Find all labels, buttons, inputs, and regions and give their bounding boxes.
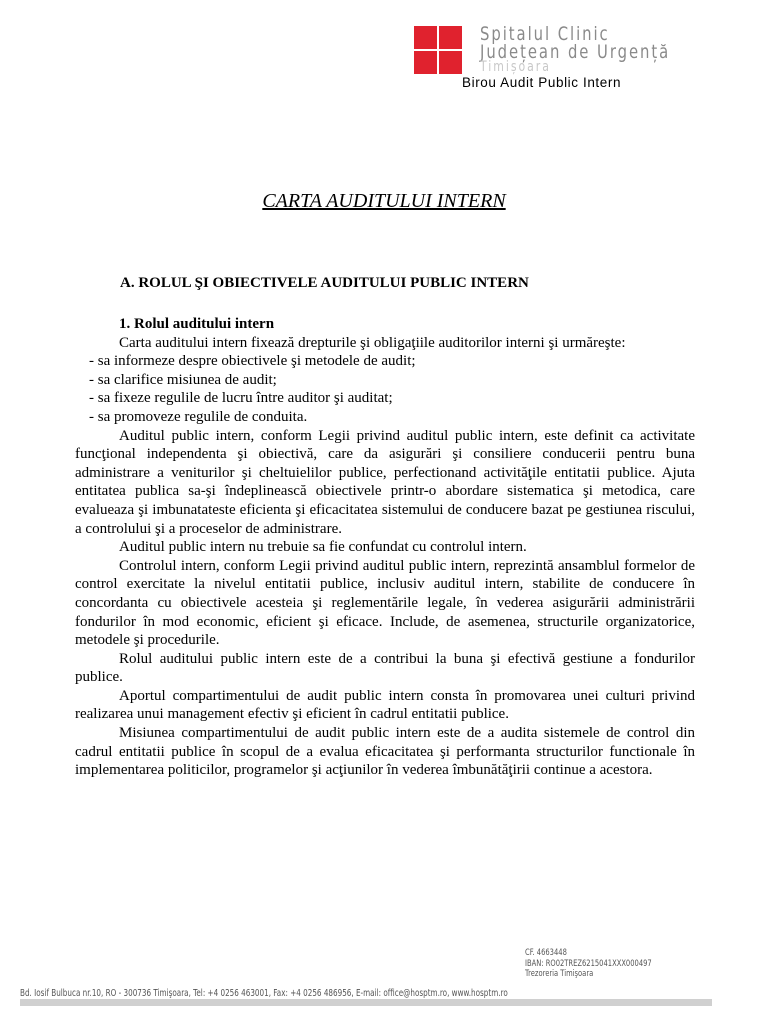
subheading: 1. Rolul auditului intern — [119, 316, 275, 332]
org-name-line-3: Timișoara — [480, 59, 551, 75]
list-item: - sa promoveze regulile de conduita. — [89, 408, 308, 425]
paragraph: Auditul public intern, conform Legii privind auditul public intern, este definit ca activitate funcţional independenta şi obiectivă, care da asigurări şi consiliere conducerii pentru buna administrare a veniturilor şi cheltuielilor publice, perfectionand activităţile entitatii publice. Ajuta entitatea publica sa-şi îndeplinească obiectivele printr-o abordare sistematica şi metodica, care evalueaza şi imbunatateste eficienta şi eficacitatea sistemului de conducere bazat pe gestiunea riscului, a controlului şi a proceselor de administrare. — [75, 427, 695, 537]
document-title: CARTA AUDITULUI INTERN — [262, 190, 506, 212]
footer-iban: IBAN: RO02TREZ6215041XXX000497 — [525, 958, 652, 969]
list-item: - sa clarifice misiunea de audit; — [89, 371, 277, 388]
paragraph: Controlul intern, conform Legii privind auditul public intern, reprezintă ansamblul formelor de control exercitate la nivelul entitatii publice, inclusiv auditul intern, stabilite de conducere în concordanta cu obiectivele acesteia şi reglementările legale, în vederea asigurării administrării fondurilor în mod economic, eficient şi eficace. Include, de asemenea, structurile organizatorice, metodele şi procedurile. — [75, 557, 695, 649]
list-item: - sa fixeze regulile de lucru între auditor şi auditat; — [89, 390, 393, 407]
footer-divider-bar — [20, 999, 712, 1006]
paragraph: Auditul public intern nu trebuie sa fie confundat cu controlul intern. — [119, 539, 527, 556]
hospital-logo-icon — [414, 26, 462, 74]
footer-address: Bd. Iosif Bulbuca nr.10, RO - 300736 Timişoara, Tel: +4 0256 463001, Fax: +4 0256 486956, E-mail: office@hosptm.ro, www.hosptm.ro — [20, 988, 508, 999]
footer-cf: CF. 4663448 — [525, 948, 567, 958]
footer-bank-info — [525, 948, 652, 980]
document-body — [75, 315, 695, 780]
footer-treasury: Trezoreria Timişoara — [525, 969, 594, 979]
list-item: - sa informeze despre obiectivele şi metodele de audit; — [89, 353, 416, 370]
paragraph: Aportul compartimentului de audit public intern consta în promovarea unei culturi privind realizarea unui management efectiv şi eficient în cadrul entitatii publice. — [75, 687, 695, 723]
paragraph: Misiunea compartimentului de audit public intern este de a audita sistemele de control din cadrul entitatii publice în scopul de a evalua eficacitatea şi performanta structurilor functionale în implementarea politicilor, programelor şi acţiunilor în vederea îmbunătăţirii continue a acestora. — [75, 725, 695, 779]
intro-paragraph: Carta auditului intern fixează drepturile şi obligaţiile auditorilor interni şi urmăreşte: — [119, 334, 626, 351]
org-name-line-2: Județean de Urgență — [480, 41, 671, 63]
section-heading: A. ROLUL ŞI OBIECTIVELE AUDITULUI PUBLIC INTERN — [120, 275, 529, 291]
department-name: Birou Audit Public Intern — [462, 75, 622, 90]
org-name-line-1: Spitalul Clinic — [480, 23, 610, 45]
paragraph: Rolul auditului public intern este de a contribui la buna şi efectivă gestiune a fondurilor publice. — [75, 650, 695, 686]
